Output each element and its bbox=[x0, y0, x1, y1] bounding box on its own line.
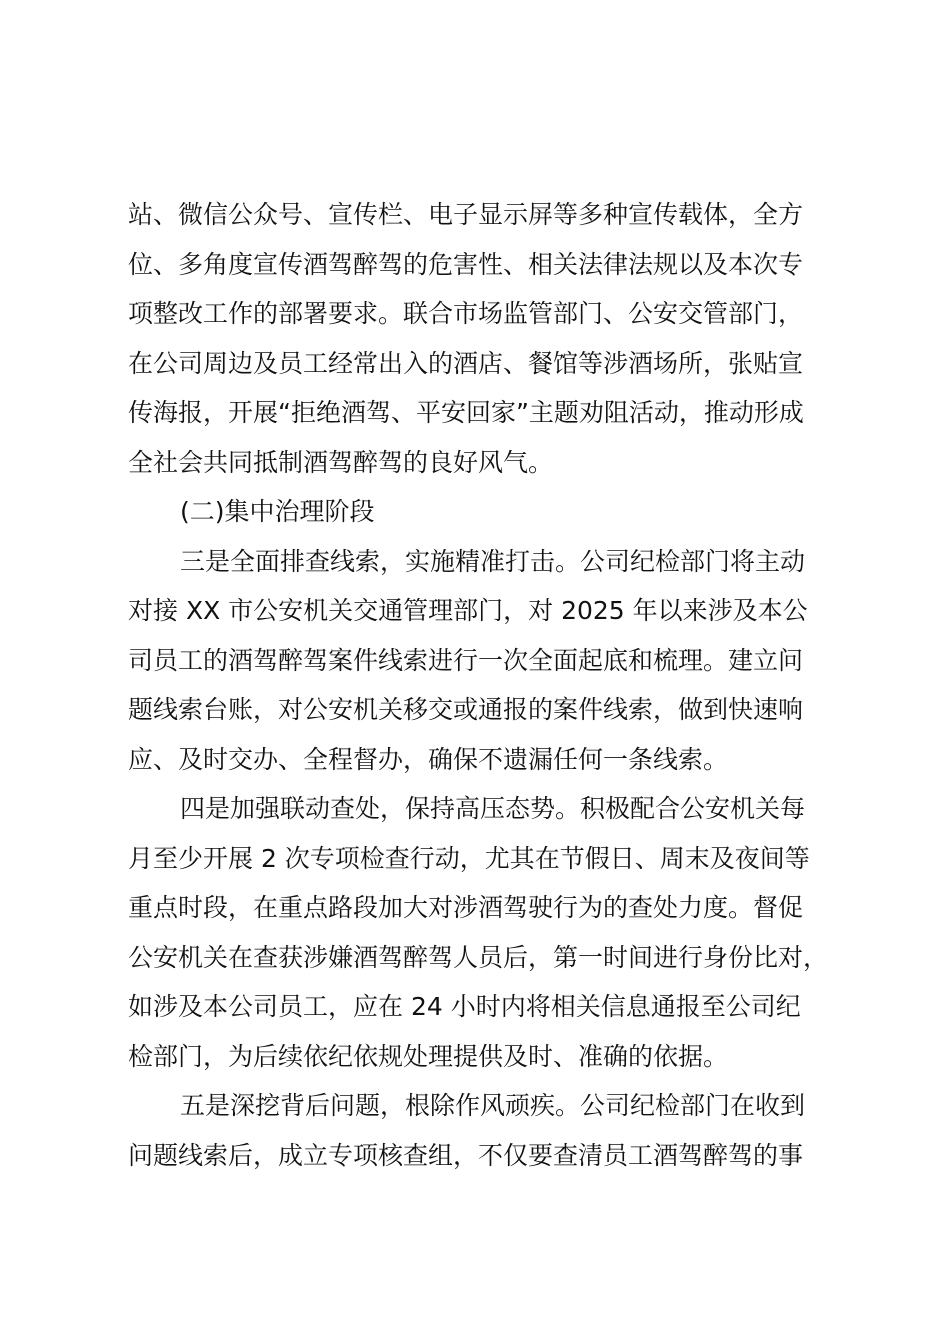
document-body bbox=[128, 190, 828, 1180]
text-line: 月至少开展 2 次专项检查行动，尤其在节假日、周末及夜间等 bbox=[128, 843, 810, 873]
text-line: 位、多角度宣传酒驾醉驾的危害性、相关法律法规以及本次专 bbox=[128, 249, 804, 279]
text-line: 传海报，开展“拒绝酒驾、平安回家”主题劝阻活动，推动形成 bbox=[128, 398, 804, 427]
text-line: 应、及时交办、全程督办，确保不遗漏任何一条线索。 bbox=[128, 744, 729, 774]
text-line: 站、微信公众号、宣传栏、电子显示屏等多种宣传载体，全方 bbox=[128, 200, 804, 229]
paragraph-start-line: 四是加强联动查处，保持高压态势。积极配合公安机关每 bbox=[180, 794, 806, 823]
paragraph-start-line: 三是全面排查线索，实施精准打击。公司纪检部门将主动 bbox=[180, 546, 806, 576]
paragraph-start-line: 五是深挖背后问题，根除作风顽疾。公司纪检部门在收到 bbox=[180, 1091, 806, 1120]
text-line: 对接 XX 市公安机关交通管理部门，对 2025 年以来涉及本公 bbox=[128, 596, 808, 625]
section-heading: (二)集中治理阶段 bbox=[180, 497, 375, 526]
text-line: 检部门，为后续依纪依规处理提供及时、准确的依据。 bbox=[128, 1041, 729, 1071]
text-line: 公安机关在查获涉嫌酒驾醉驾人员后，第一时间进行身份比对， bbox=[128, 942, 829, 972]
text-line: 重点时段，在重点路段加大对涉酒驾驶行为的查处力度。督促 bbox=[128, 893, 804, 922]
text-line: 题线索台账，对公安机关移交或通报的案件线索，做到快速响 bbox=[128, 695, 804, 724]
text-line: 问题线索后，成立专项核查组，不仅要查清员工酒驾醉驾的事 bbox=[128, 1140, 804, 1170]
text-line: 在公司周边及员工经常出入的酒店、餐馆等涉酒场所，张贴宣 bbox=[128, 348, 804, 378]
text-line: 项整改工作的部署要求。联合市场监管部门、公安交管部门， bbox=[128, 299, 804, 328]
text-line: 全社会共同抵制酒驾醉驾的良好风气。 bbox=[128, 447, 554, 477]
text-line: 司员工的酒驾醉驾案件线索进行一次全面起底和梳理。建立问 bbox=[128, 645, 804, 675]
text-line: 如涉及本公司员工，应在 24 小时内将相关信息通报至公司纪 bbox=[128, 992, 801, 1021]
